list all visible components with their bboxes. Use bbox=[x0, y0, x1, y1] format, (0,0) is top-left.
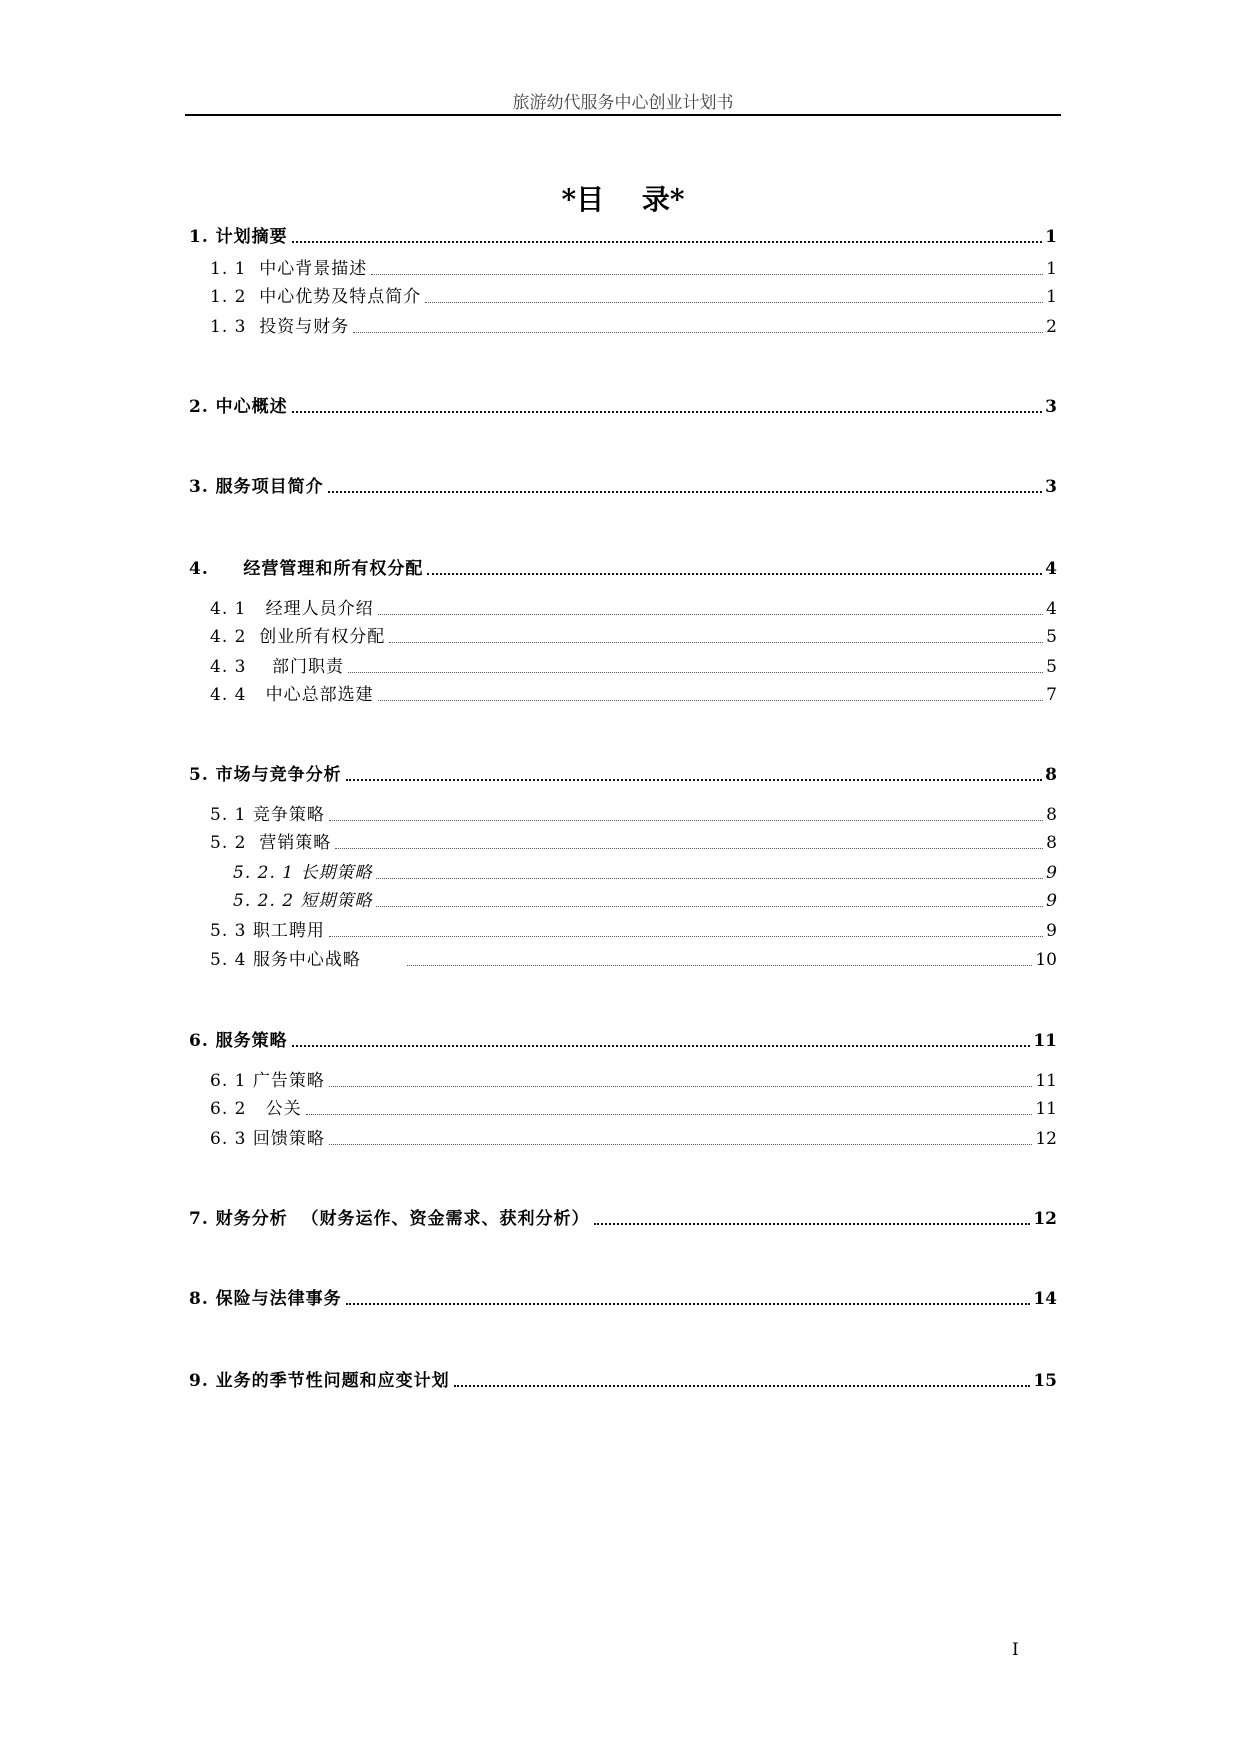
toc-dot-leader bbox=[329, 936, 1043, 937]
toc-entry-page: 1 bbox=[1045, 227, 1057, 247]
toc-entry[interactable] bbox=[189, 684, 1057, 706]
toc-dot-leader bbox=[329, 820, 1043, 821]
toc-entry[interactable] bbox=[189, 1288, 1057, 1310]
toc-entry-label: 6. 服务策略 bbox=[189, 1031, 288, 1051]
toc-entry-label: 1. 计划摘要 bbox=[189, 227, 288, 247]
toc-entry-page: 15 bbox=[1033, 1371, 1057, 1391]
toc-entry[interactable] bbox=[189, 920, 1057, 942]
toc-entry-label: 2. 中心概述 bbox=[189, 397, 288, 417]
toc-entry[interactable] bbox=[189, 598, 1057, 620]
toc-entry[interactable] bbox=[189, 1070, 1057, 1092]
toc-dot-leader bbox=[376, 878, 1043, 879]
toc-entry-label: 9. 业务的季节性问题和应变计划 bbox=[189, 1371, 450, 1391]
toc-entry[interactable] bbox=[189, 286, 1057, 308]
toc-entry-label: 6. 3 回馈策略 bbox=[210, 1129, 325, 1149]
toc-entry-label: 4. 4 中心总部选建 bbox=[210, 685, 374, 705]
toc-entry-label: 6. 2 公关 bbox=[210, 1099, 302, 1119]
toc-entry[interactable] bbox=[189, 949, 1057, 971]
running-header: 旅游幼代服务中心创业计划书 bbox=[512, 93, 734, 113]
toc-entry-page: 5 bbox=[1046, 657, 1057, 677]
toc-entry-label: 5. 2. 1 长期策略 bbox=[233, 863, 373, 883]
toc-entry-label: 4. 3 部门职责 bbox=[210, 657, 345, 677]
toc-entry-page: 4 bbox=[1046, 599, 1057, 619]
toc-entry[interactable] bbox=[189, 1030, 1057, 1052]
toc-dot-leader bbox=[329, 1144, 1033, 1145]
toc-dot-leader bbox=[454, 1385, 1031, 1387]
toc-dot-leader bbox=[353, 332, 1043, 333]
toc-entry-page: 4 bbox=[1045, 559, 1057, 579]
toc-entry-page: 8 bbox=[1045, 765, 1057, 785]
toc-entry[interactable] bbox=[189, 1208, 1057, 1230]
toc-entry[interactable] bbox=[189, 476, 1057, 498]
toc-dot-leader bbox=[328, 491, 1042, 493]
toc-dot-leader bbox=[292, 411, 1042, 413]
toc-entry[interactable] bbox=[189, 1370, 1057, 1392]
toc-dot-leader bbox=[348, 672, 1043, 673]
toc-entry[interactable] bbox=[189, 890, 1057, 912]
toc-entry[interactable] bbox=[189, 862, 1057, 884]
toc-entry-page: 11 bbox=[1033, 1031, 1057, 1051]
toc-entry-page: 3 bbox=[1045, 477, 1057, 497]
toc-entry-label: 5. 4 服务中心战略 bbox=[210, 950, 361, 970]
toc-title: *目 录* bbox=[561, 183, 685, 216]
toc-entry-page: 14 bbox=[1033, 1289, 1057, 1309]
toc-entry-label: 3. 服务项目简介 bbox=[189, 477, 324, 497]
toc-entry-page: 7 bbox=[1046, 685, 1057, 705]
toc-dot-leader bbox=[346, 1303, 1031, 1305]
toc-entry-label: 4. 经营管理和所有权分配 bbox=[189, 559, 424, 579]
toc-dot-leader bbox=[292, 1045, 1031, 1047]
toc-dot-leader bbox=[335, 848, 1043, 849]
toc-dot-leader bbox=[389, 642, 1043, 643]
toc-entry-label: 5. 2. 2 短期策略 bbox=[233, 891, 373, 911]
header-rule bbox=[185, 114, 1061, 116]
toc-entry[interactable] bbox=[189, 558, 1057, 580]
toc-dot-leader bbox=[371, 274, 1043, 275]
toc-entry-label: 7. 财务分析 （财务运作、资金需求、获利分析） bbox=[189, 1209, 590, 1229]
toc-dot-leader bbox=[378, 614, 1044, 615]
toc-dot-leader bbox=[425, 302, 1043, 303]
toc-dot-leader bbox=[378, 700, 1044, 701]
toc-entry-label: 8. 保险与法律事务 bbox=[189, 1289, 342, 1309]
toc-entry-page: 1 bbox=[1046, 287, 1057, 307]
toc-entry-label: 5. 3 职工聘用 bbox=[210, 921, 325, 941]
toc-dot-leader bbox=[306, 1114, 1033, 1115]
toc-entry-label: 1. 2 中心优势及特点简介 bbox=[210, 287, 422, 307]
toc-entry[interactable] bbox=[189, 258, 1057, 280]
toc-dot-leader bbox=[427, 573, 1042, 575]
toc-entry-page: 9 bbox=[1046, 921, 1057, 941]
toc-entry[interactable] bbox=[189, 1098, 1057, 1120]
toc-entry-page: 12 bbox=[1035, 1129, 1057, 1149]
toc-entry[interactable] bbox=[189, 396, 1057, 418]
toc-entry[interactable] bbox=[189, 804, 1057, 826]
toc-entry-page: 9 bbox=[1046, 891, 1057, 911]
toc-entry-page: 10 bbox=[1035, 950, 1057, 970]
toc-entry-label: 1. 1 中心背景描述 bbox=[210, 259, 368, 279]
toc-entry[interactable] bbox=[189, 656, 1057, 678]
toc-dot-leader bbox=[407, 965, 1033, 966]
toc-entry[interactable] bbox=[189, 626, 1057, 648]
toc-dot-leader bbox=[376, 906, 1043, 907]
toc-entry-label: 5. 2 营销策略 bbox=[210, 833, 332, 853]
toc-dot-leader bbox=[329, 1086, 1033, 1087]
page-number: I bbox=[1012, 1640, 1019, 1660]
toc-entry-page: 8 bbox=[1046, 833, 1057, 853]
toc-entry-label: 4. 1 经理人员介绍 bbox=[210, 599, 374, 619]
toc-entry-page: 5 bbox=[1046, 627, 1057, 647]
toc-entry-page: 11 bbox=[1035, 1071, 1057, 1091]
toc-entry-page: 3 bbox=[1045, 397, 1057, 417]
toc-entry-page: 1 bbox=[1046, 259, 1057, 279]
toc-entry-label: 5. 1 竞争策略 bbox=[210, 805, 325, 825]
toc-entry[interactable] bbox=[189, 316, 1057, 338]
toc-entry-label: 5. 市场与竞争分析 bbox=[189, 765, 342, 785]
toc-dot-leader bbox=[594, 1223, 1031, 1225]
toc-entry[interactable] bbox=[189, 1128, 1057, 1150]
toc-entry-label: 4. 2 创业所有权分配 bbox=[210, 627, 386, 647]
toc-entry[interactable] bbox=[189, 764, 1057, 786]
toc-entry-page: 11 bbox=[1035, 1099, 1057, 1119]
toc-entry[interactable] bbox=[189, 226, 1057, 248]
toc-dot-leader bbox=[346, 779, 1042, 781]
toc-dot-leader bbox=[292, 241, 1042, 243]
toc-entry[interactable] bbox=[189, 832, 1057, 854]
toc-entry-page: 2 bbox=[1046, 317, 1057, 337]
toc-entry-label: 1. 3 投资与财务 bbox=[210, 317, 350, 337]
toc-entry-page: 12 bbox=[1033, 1209, 1057, 1229]
toc-entry-page: 8 bbox=[1046, 805, 1057, 825]
toc-entry-label: 6. 1 广告策略 bbox=[210, 1071, 325, 1091]
toc-entry-page: 9 bbox=[1046, 863, 1057, 883]
